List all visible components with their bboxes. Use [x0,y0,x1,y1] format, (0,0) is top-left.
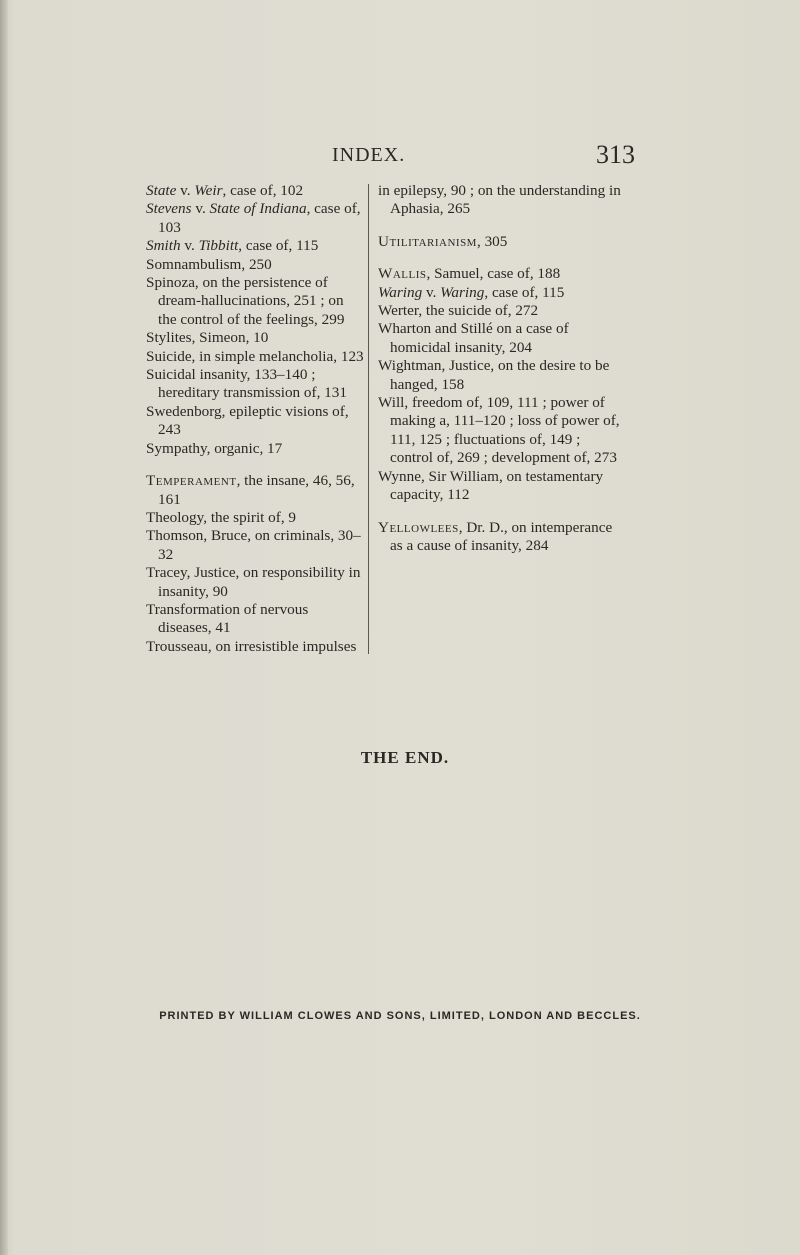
index-entry-text: , case of, 103 [158,200,361,236]
index-entry-text: Wharton and Stillé on a case of homicidal insanity, 204 [378,320,569,356]
index-entry-text: Tracey, Justice, on responsibility in insanity, 90 [146,564,361,600]
index-entry [146,601,364,638]
index-entry-text: Suicidal insanity, 133–140 ; hereditary transmission of, 131 [146,366,347,402]
index-entry-text: , Samuel, case of, 188 [426,265,561,283]
index-entry-text: Stylites, Simeon, 10 [146,329,269,347]
index-entry-text: Swedenborg, epileptic visions of, 243 [146,402,349,439]
index-entry-text: , Dr. D., on intemperance as a cause of insanity, 284 [390,518,613,554]
index-entry-text: Utilitarianism [378,232,477,250]
index-entry-text: Stevens [146,200,192,218]
index-entry [146,274,364,329]
index-entry [378,394,626,468]
index-entry-text: in epilepsy, 90 ; on the understanding in Aphasia, 265 [378,182,621,218]
index-entry-text: , case of, 115 [484,283,565,301]
index-entry [378,468,626,505]
index-column-left [146,182,364,656]
index-entry-text: Will, freedom of, 109, 111 ; power of making a, 111–120 ; loss of power of, 111, 125 ; fluctuations of, 149 ; control of, 269 ; development of, 273 [378,394,620,467]
entry-spacer [146,458,364,472]
entry-spacer [378,219,626,233]
index-entry-text: Thomson, Bruce, on criminals, 30–32 [146,527,361,563]
index-entry [378,320,626,357]
index-entry [378,182,626,219]
index-entry [378,265,626,283]
index-entry [146,237,364,255]
index-entry-text: Werter, the suicide of, 272 [378,302,539,320]
index-entry [146,403,364,440]
printer-imprint: PRINTED BY WILLIAM CLOWES AND SONS, LIMITED, LONDON AND BECCLES. [159,1010,641,1022]
index-entry [146,564,364,601]
column-divider [368,184,369,654]
index-entry [378,357,626,394]
index-entry-text: Spinoza, on the persistence of dream-hallucinations, 251 ; on the control of the feelings, 299 [146,274,345,328]
page-number: 313 [596,140,635,169]
entry-spacer [378,251,626,265]
index-entry-text: Somnambulism, 250 [146,255,272,273]
index-entry [146,472,364,509]
index-entry [146,527,364,564]
index-entry [378,302,626,320]
index-entry-text: Wightman, Justice, on the desire to be hanged, 158 [378,357,610,393]
index-entry [146,256,364,274]
index-entry [146,509,364,527]
index-entry [146,329,364,347]
index-entry-text: State of Indiana [209,200,307,218]
index-entry-text: , case of, 102 [222,182,304,199]
index-entry [146,200,364,237]
index-entry-text: Weir [194,182,223,199]
index-entry-text: v. [191,200,210,218]
index-entry-text: Waring [378,283,423,301]
index-entry-text: Yellowlees [378,518,459,536]
index-entry-text: Suicide, in simple melancholia, 123 [146,347,364,365]
index-entry-text: v. [422,283,441,301]
index-entry [378,519,626,556]
index-entry-text: Wynne, Sir William, on testamentary capacity, 112 [378,467,604,504]
index-entry-text: , the insane, 46, 56, 161 [158,472,355,508]
index-entry-text: , 305 [476,232,508,250]
index-entry-text: Transformation of nervous diseases, 41 [146,600,309,637]
index-entry-text: v. [180,237,199,255]
index-entry [146,366,364,403]
index-entry [378,284,626,302]
index-entry [146,348,364,366]
index-entry-text: Smith [146,237,181,255]
index-entry-text: Wallis [378,265,427,283]
index-entry-text: State [146,182,177,199]
index-entry-text: v. [176,182,195,199]
entry-spacer [378,505,626,519]
index-entry [146,638,364,656]
index-entry-text: Temperament [146,472,237,490]
index-entry-text: Waring [440,283,485,301]
running-title: INDEX. [332,144,406,166]
index-column-right [378,182,626,555]
page-binding-edge [0,0,8,1255]
index-entry [146,182,364,200]
the-end: THE END. [360,748,450,767]
index-entry-text: Theology, the spirit of, 9 [146,508,297,526]
index-entry-text: Sympathy, organic, 17 [146,439,283,457]
index-entry-text: Tibbitt [198,237,239,255]
index-entry-text: , case of, 115 [238,237,319,255]
index-entry [146,440,364,458]
running-head [0,140,800,174]
index-entry [378,233,626,251]
index-entry-text: Trousseau, on irresistible impulses [146,637,357,655]
